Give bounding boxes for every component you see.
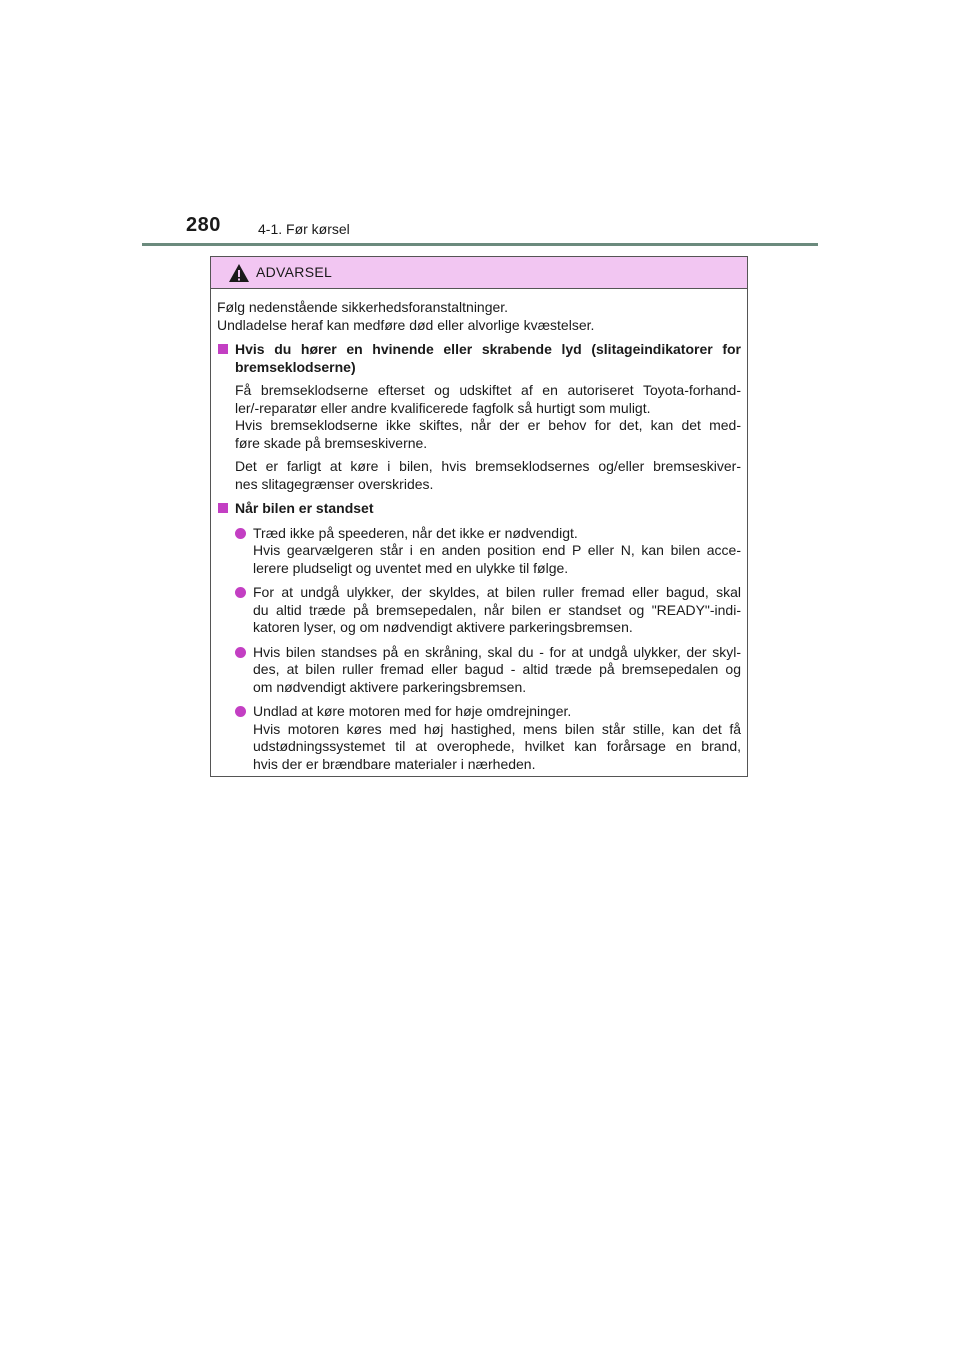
sub-item-line: Undlad at køre motoren med for høje omdrejninger.: [253, 703, 572, 719]
sub-item-line: om nødvendigt aktivere parkeringsbremsen.: [253, 678, 527, 695]
item-heading: Når bilen er standset: [235, 500, 374, 516]
sub-item-line: udstødningssystemet til at overophede, hvilket kan forårsage en brand,: [253, 738, 741, 754]
warning-header: [211, 257, 747, 289]
item-paragraph: [235, 382, 741, 452]
paragraph-line: føre skade på bremseskiverne.: [235, 434, 428, 451]
heading-line: bremseklodserne): [235, 358, 356, 375]
intro-line: Følg nedenstående sikkerhedsforanstaltninger.: [217, 299, 509, 315]
circle-bullet-icon: [235, 528, 246, 539]
square-bullet-icon: [218, 344, 228, 354]
warning-body: [211, 289, 747, 773]
sub-item-line: du altid træde på bremsepedalen, når bilen er standset og "READY"-indi-: [253, 601, 741, 618]
sub-item-line: Hvis bilen standses på en skråning, skal du - for at undgå ulykker, der skyl-: [253, 643, 741, 660]
sub-item-line: katoren lyser, og om nødvendigt aktivere parkeringsbremsen.: [253, 619, 633, 635]
sub-item-line: Hvis motoren køres med høj hastighed, mens bilen står stille, kan det få: [253, 720, 741, 737]
circle-bullet-icon: [235, 587, 246, 598]
item-paragraph: [235, 458, 741, 493]
sub-item-line: des, at bilen ruller fremad eller bagud - altid træde på bremsepedalen og: [253, 661, 741, 677]
sub-item-line: hvis der er brændbare materialer i nærheden.: [253, 755, 536, 772]
item-heading: [235, 341, 741, 376]
paragraph-line: Hvis bremseklodserne ikke skiftes, når der er behov for det, kan det med-: [235, 417, 741, 433]
sub-item-line: Træd ikke på speederen, når det ikke er nødvendigt.: [253, 524, 578, 541]
intro-line: Undladelse heraf kan medføre død eller alvorlige kvæstelser.: [217, 316, 595, 333]
square-bullet-icon: [218, 503, 228, 513]
warning-item-vehicle-stopped: [217, 500, 741, 773]
warning-intro: [217, 299, 741, 334]
page-number: 280: [186, 214, 221, 236]
heading-line: Hvis du hører en hvinende eller skrabende lyd (slitageindikatorer for: [235, 341, 741, 357]
warning-box: [210, 256, 748, 777]
sub-item: [235, 584, 741, 637]
sub-item-line: lerere pludseligt og uventet med en ulykke til følge.: [253, 559, 569, 576]
header-rule: [142, 243, 818, 246]
warning-item-brake-pads: [217, 341, 741, 493]
circle-bullet-icon: [235, 706, 246, 717]
paragraph-line: Det er farligt at køre i bilen, hvis bremseklodsernes og/eller bremseskiver-: [235, 458, 741, 474]
sub-item-line: For at undgå ulykker, der skyldes, at bilen ruller fremad eller bagud, skal: [253, 584, 741, 600]
sub-item: [235, 644, 741, 697]
sub-item: [235, 703, 741, 773]
sub-item-line: Hvis gearvælgeren står i en anden position end P eller N, kan bilen acce-: [253, 542, 741, 558]
warning-triangle-icon: [228, 263, 250, 283]
section-title: 4-1. Før kørsel: [258, 221, 350, 237]
circle-bullet-icon: [235, 647, 246, 658]
paragraph-line: nes slitagegrænser overskrides.: [235, 475, 434, 492]
sub-item: [235, 525, 741, 578]
warning-label: ADVARSEL: [256, 264, 333, 280]
paragraph-line: ler/-reparatør eller andre kvalificerede fagfolk så hurtigt som muligt.: [235, 399, 651, 416]
paragraph-line: Få bremseklodserne efterset og udskiftet af en autoriseret Toyota-forhand-: [235, 382, 741, 398]
